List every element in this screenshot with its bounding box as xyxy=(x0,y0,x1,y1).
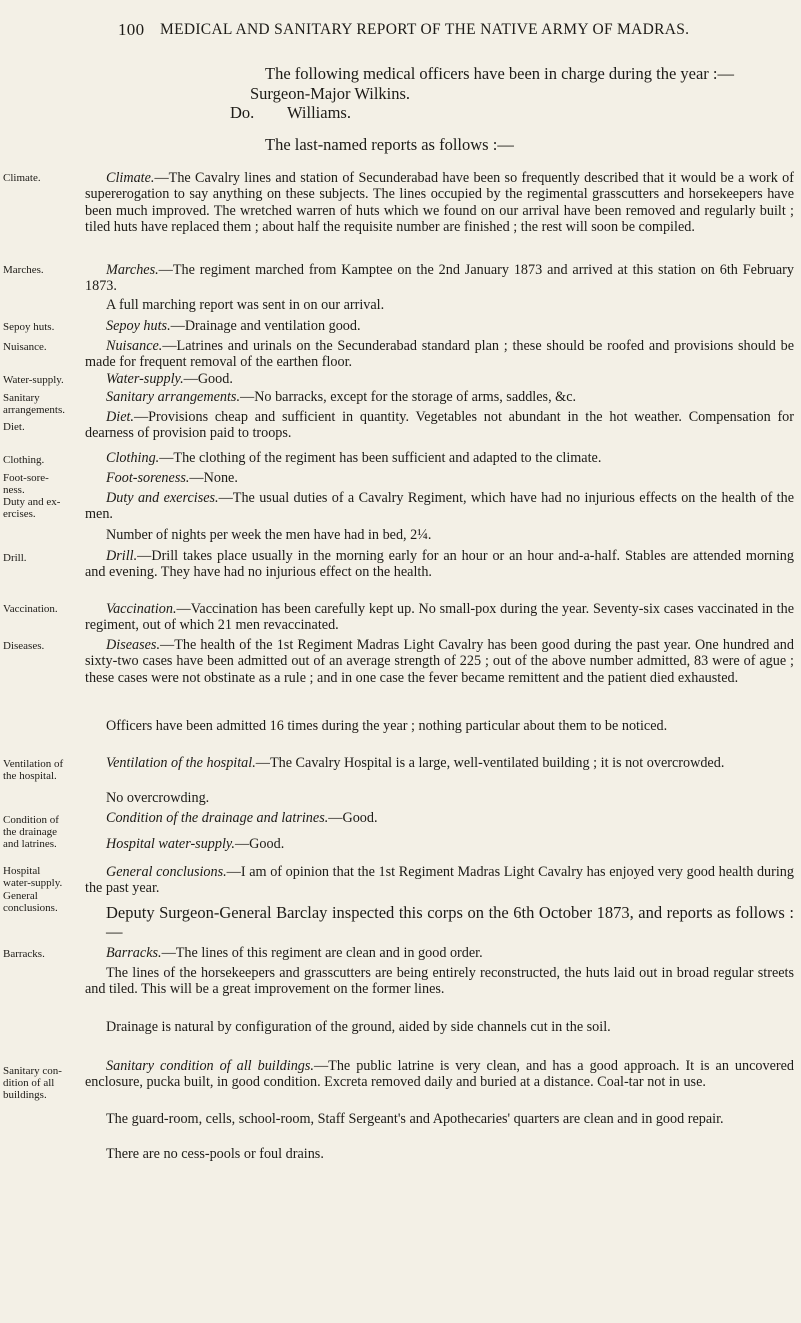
margin-note: General conclusions. xyxy=(3,890,58,914)
section-text: —Vaccination has been carefully kept up. No small-pox during the year. Seventy-six cases vaccinated in the regiment, out of which 21 men revaccinated. xyxy=(85,601,794,634)
margin-note: Barracks. xyxy=(3,948,45,960)
margin-note: Drill. xyxy=(3,552,27,564)
margin-note: Foot-sore-ness. xyxy=(3,472,49,496)
section-body xyxy=(85,170,794,236)
section-extra-text: There are no cess-pools or foul drains. xyxy=(106,1146,324,1162)
margin-note: Ventilation of the hospital. xyxy=(3,758,64,782)
section-text: —Good. xyxy=(183,371,233,387)
section-heading: Sanitary arrangements. xyxy=(106,389,240,405)
section-text: —The lines of this regiment are clean and in good order. xyxy=(161,945,483,961)
section-text: —No barracks, except for the storage of arms, saddles, &c. xyxy=(240,389,577,405)
section-body xyxy=(85,637,794,686)
officer-2: Do. Williams. xyxy=(230,103,351,122)
section-heading: Sanitary condition of all buildings. xyxy=(106,1058,314,1074)
section-text: —Drill takes place usually in the morning early for an hour or an hour and-a-half. Stables are attended morning and evening. They have had no injurious effect on the health. xyxy=(85,548,794,581)
margin-note: Nuisance. xyxy=(3,341,47,353)
section-body xyxy=(85,262,794,295)
section-heading: Hospital water-supply. xyxy=(106,836,235,852)
section-text: —Provisions cheap and sufficient in quantity. Vegetables not abundant in the hot weather. Compensation for dearness of provision paid to troops. xyxy=(85,409,794,442)
section-heading: Diet. xyxy=(106,409,134,425)
margin-note: Condition of the drainage and latrines. xyxy=(3,814,59,850)
section-body xyxy=(85,470,794,486)
section-heading: Foot-soreness. xyxy=(106,470,190,486)
section-body xyxy=(85,490,794,523)
section-text: —The health of the 1st Regiment Madras Light Cavalry has been good during the past year. One hundred and sixty-two cases have been admitted out of an average strength of 225 ; out of the above number admitted, 83 were of ague ; these cases were not obstinate as a rule ; and in one case the fever became remittent and the patient died exhausted. xyxy=(85,637,794,686)
margin-note: Duty and ex-ercises. xyxy=(3,496,61,520)
margin-note: Climate. xyxy=(3,172,41,184)
margin-note: Sanitary con-dition of all buildings. xyxy=(3,1065,62,1101)
section-heading: Marches. xyxy=(106,262,159,278)
page-number: 100 xyxy=(118,20,145,39)
intro-line-2: The last-named reports as follows :— xyxy=(265,135,514,154)
section-heading: Climate. xyxy=(106,170,155,186)
officer-1: Surgeon-Major Wilkins. xyxy=(250,84,411,103)
section-heading: Water-supply. xyxy=(106,371,184,387)
section-text: —The public latrine is very clean, and has a good approach. It is an uncovered enclosure, pucka built, in good condition. Excreta removed daily and buried at a distance. Coal-tar not in use. xyxy=(85,1058,794,1091)
margin-note: Water-supply. xyxy=(3,374,64,386)
margin-note: Hospital water-supply. xyxy=(3,865,63,889)
section-body xyxy=(85,548,794,581)
section-body xyxy=(85,755,794,771)
section-extra: No overcrowding. xyxy=(106,790,210,806)
section-text: —Latrines and urinals on the Secunderabad standard plan ; these should be roofed and provisions should be made for frequent removal of the earthen floor. xyxy=(85,338,794,371)
margin-note: Vaccination. xyxy=(3,603,58,615)
section-heading: Nuisance. xyxy=(106,338,163,354)
section-heading: Vaccination. xyxy=(106,601,177,617)
section-body xyxy=(85,389,794,405)
section-text: —The clothing of the regiment has been sufficient and adapted to the climate. xyxy=(159,450,602,466)
margin-note: Sepoy huts. xyxy=(3,321,55,333)
section-extra-2 xyxy=(85,1019,794,1035)
section-body xyxy=(85,864,794,897)
margin-note: Diet. xyxy=(3,421,25,433)
section-extra: Officers have been admitted 16 times during the year ; nothing particular about them to be noticed. xyxy=(106,718,668,734)
section-body xyxy=(85,601,794,634)
section-body xyxy=(85,338,794,371)
section-body xyxy=(85,409,794,442)
section-heading: Ventilation of the hospital. xyxy=(106,755,256,771)
section-extra-2 xyxy=(85,1146,794,1162)
section-body xyxy=(85,945,794,961)
section-extra-text: The lines of the horsekeepers and grasscutters are being entirely reconstructed, the huts laid out in broad regular streets and tiled. This will be a great improvement on the former lines. xyxy=(85,965,794,998)
section-heading: Condition of the drainage and latrines. xyxy=(106,810,329,826)
section-text: —None. xyxy=(189,470,238,486)
inspection-heading: Deputy Surgeon-General Barclay inspected this corps on the 6th October 1873, and reports as follows :— xyxy=(106,903,794,941)
section-heading: Diseases. xyxy=(106,637,160,653)
section-text: —Good. xyxy=(234,836,285,852)
section-extra: A full marching report was sent in on our arrival. xyxy=(106,297,385,313)
intro-line: The following medical officers have been in charge during the year :— xyxy=(265,64,735,83)
section-text: —Good. xyxy=(328,810,378,826)
section-heading: Drill. xyxy=(106,548,138,564)
section-heading: General conclusions. xyxy=(106,864,227,880)
section-extra xyxy=(85,965,794,998)
section-body xyxy=(85,810,794,826)
section-text: —The Cavalry lines and station of Secunderabad have been so frequently described that it would be a work of supererogation to say anything on these subjects. The lines occupied by the regimental grasscutters and horsekeepers have been much improved. The wretched warren of huts which we found on our arrival have been removed and regularly built ; tiled huts have replaced them ; about half the requisite number are finished ; the rest will soon be compiled. xyxy=(85,170,794,236)
section-text: —The Cavalry Hospital is a large, well-ventilated building ; it is not overcrowded. xyxy=(255,755,725,771)
section-text: —The regiment marched from Kamptee on the 2nd January 1873 and arrived at this station on 6th February 1873. xyxy=(85,262,794,295)
running-title: MEDICAL AND SANITARY REPORT OF THE NATIVE ARMY OF MADRAS. xyxy=(160,21,690,38)
section-body xyxy=(85,1058,794,1091)
section-text: —I am of opinion that the 1st Regiment Madras Light Cavalry has enjoyed very good health during the past year. xyxy=(85,864,794,897)
section-extra-text: Drainage is natural by configuration of the ground, aided by side channels cut in the soil. xyxy=(106,1019,611,1035)
section-text: —The usual duties of a Cavalry Regiment, which have had no injurious effects on the health of the men. xyxy=(85,490,794,523)
section-text: —Drainage and ventilation good. xyxy=(170,318,361,334)
section-body xyxy=(85,836,794,852)
margin-note: Clothing. xyxy=(3,454,45,466)
section-body xyxy=(85,371,794,387)
section-heading: Duty and exercises. xyxy=(106,490,219,506)
section-extra xyxy=(85,1111,794,1127)
section-body xyxy=(85,318,794,334)
margin-note: Sanitary arrangements. xyxy=(3,392,65,416)
margin-note: Diseases. xyxy=(3,640,45,652)
section-extra-text: The guard-room, cells, school-room, Staff Sergeant's and Apothecaries' quarters are clean and in good repair. xyxy=(106,1111,724,1127)
section-body xyxy=(85,450,794,466)
section-extra: Number of nights per week the men have had in bed, 2¼. xyxy=(106,527,432,543)
margin-note: Marches. xyxy=(3,264,44,276)
section-heading: Barracks. xyxy=(106,945,162,961)
section-heading: Sepoy huts. xyxy=(106,318,171,334)
section-heading: Clothing. xyxy=(106,450,160,466)
